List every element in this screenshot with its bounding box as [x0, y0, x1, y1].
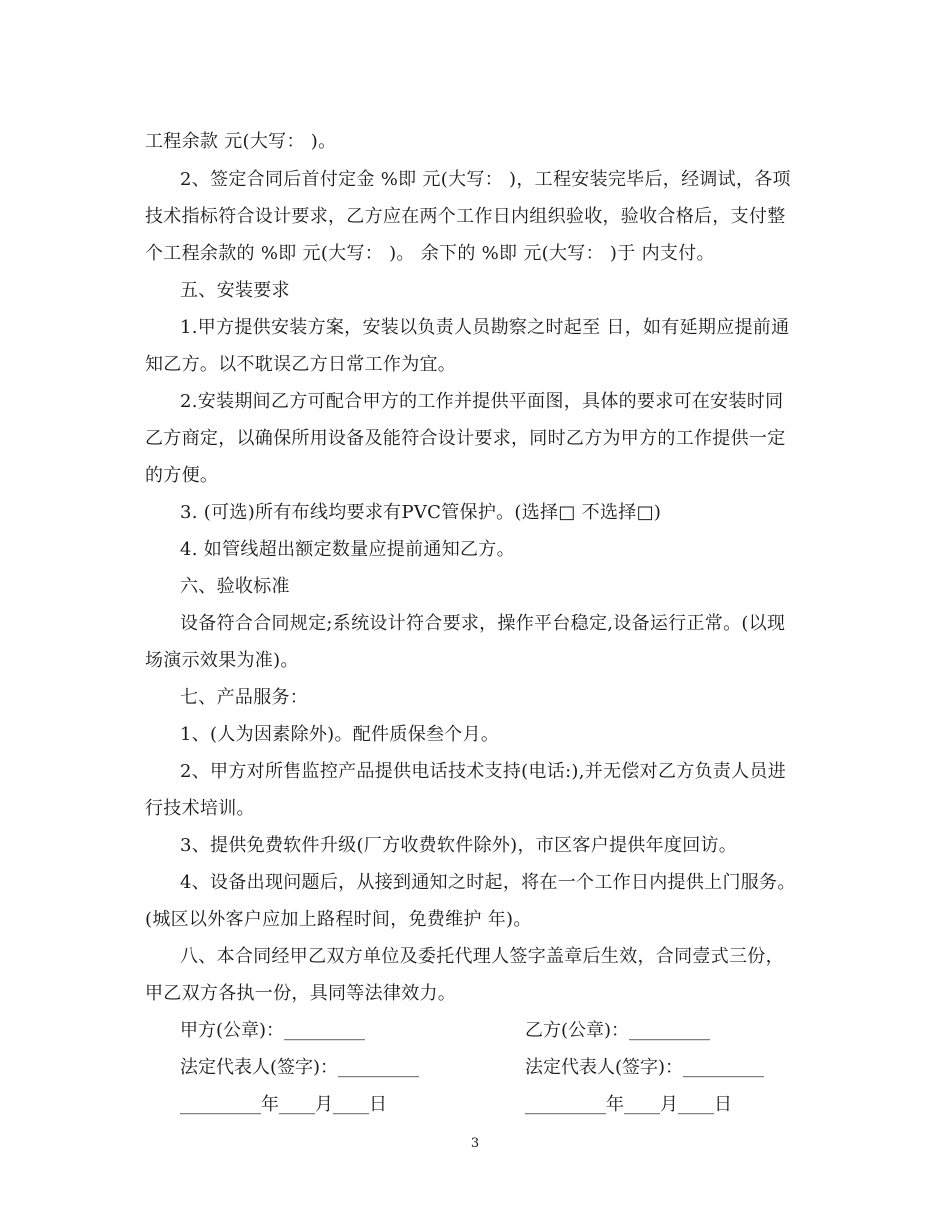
party-a-representative-field: 法定代表人(签字)：_________: [180, 1057, 420, 1078]
text-line: 设备符合合同规定;系统设计符合要求，操作平台稳定,设备运行正常。(以现: [180, 613, 786, 634]
page-number: 3: [470, 1136, 480, 1151]
text-line: 知乙方。以不耽误乙方日常工作为宜。: [145, 354, 457, 375]
party-a-seal-field: 甲方(公章)：_________: [180, 1020, 366, 1041]
text-line: 的方便。: [145, 465, 219, 486]
party-b-seal-field: 乙方(公章)：_________: [525, 1020, 711, 1041]
text-line: 2.安装期间乙方可配合甲方的工作并提供平面图，具体的要求可在安装时同: [180, 391, 784, 412]
text-line: 2、签定合同后首付定金 %即 元(大写： )，工程安装完毕后，经调试，各项: [180, 169, 791, 190]
text-line: 行技术培训。: [145, 798, 255, 819]
text-line: 工程余款 元(大写： )。: [145, 131, 337, 152]
text-line: 1、(人为因素除外)。配件质保叁个月。: [180, 724, 500, 745]
section-heading: 七、产品服务：: [180, 687, 309, 708]
text-line: 4. 如管线超出额定数量应提前通知乙方。: [180, 539, 515, 560]
text-line: 4、设备出现问题后，从接到通知之时起，将在一个工作日内提供上门服务。: [180, 872, 796, 893]
section-heading: 六、验收标准: [180, 576, 290, 597]
party-b-representative-field: 法定代表人(签字)：_________: [525, 1057, 765, 1078]
text-line: 3. (可选)所有布线均要求有PVC管保护。(选择□ 不选择□): [180, 502, 662, 523]
text-line: 3、提供免费软件升级(厂方收费软件除外)，市区客户提供年度回访。: [180, 835, 738, 856]
text-line: (城区以外客户应加上路程时间，免费维护 年)。: [145, 909, 532, 930]
text-line: 甲乙双方各执一份，具同等法律效力。: [145, 983, 457, 1004]
text-line: 1.甲方提供安装方案，安装以负责人员勘察之时起至 日，如有延期应提前通: [180, 317, 790, 338]
party-b-date-field: _________年____月____日: [525, 1094, 732, 1115]
text-line: 乙方商定，以确保所用设备及能符合设计要求，同时乙方为甲方的工作提供一定: [145, 428, 786, 449]
text-line: 八、本合同经甲乙双方单位及委托代理人签字盖章后生效，合同壹式三份，: [180, 946, 784, 967]
text-line: 2、甲方对所售监控产品提供电话技术支持(电话:),并无偿对乙方负责人员进: [180, 761, 787, 782]
text-line: 场演示效果为准)。: [145, 650, 299, 671]
party-a-date-field: _________年____月____日: [180, 1094, 387, 1115]
text-line: 技术指标符合设计要求，乙方应在两个工作日内组织验收，验收合格后，支付整: [145, 206, 786, 227]
section-heading: 五、安装要求: [180, 280, 290, 301]
text-line: 个工程余款的 %即 元(大写： )。 余下的 %即 元(大写： )于 内支付。: [145, 243, 715, 264]
